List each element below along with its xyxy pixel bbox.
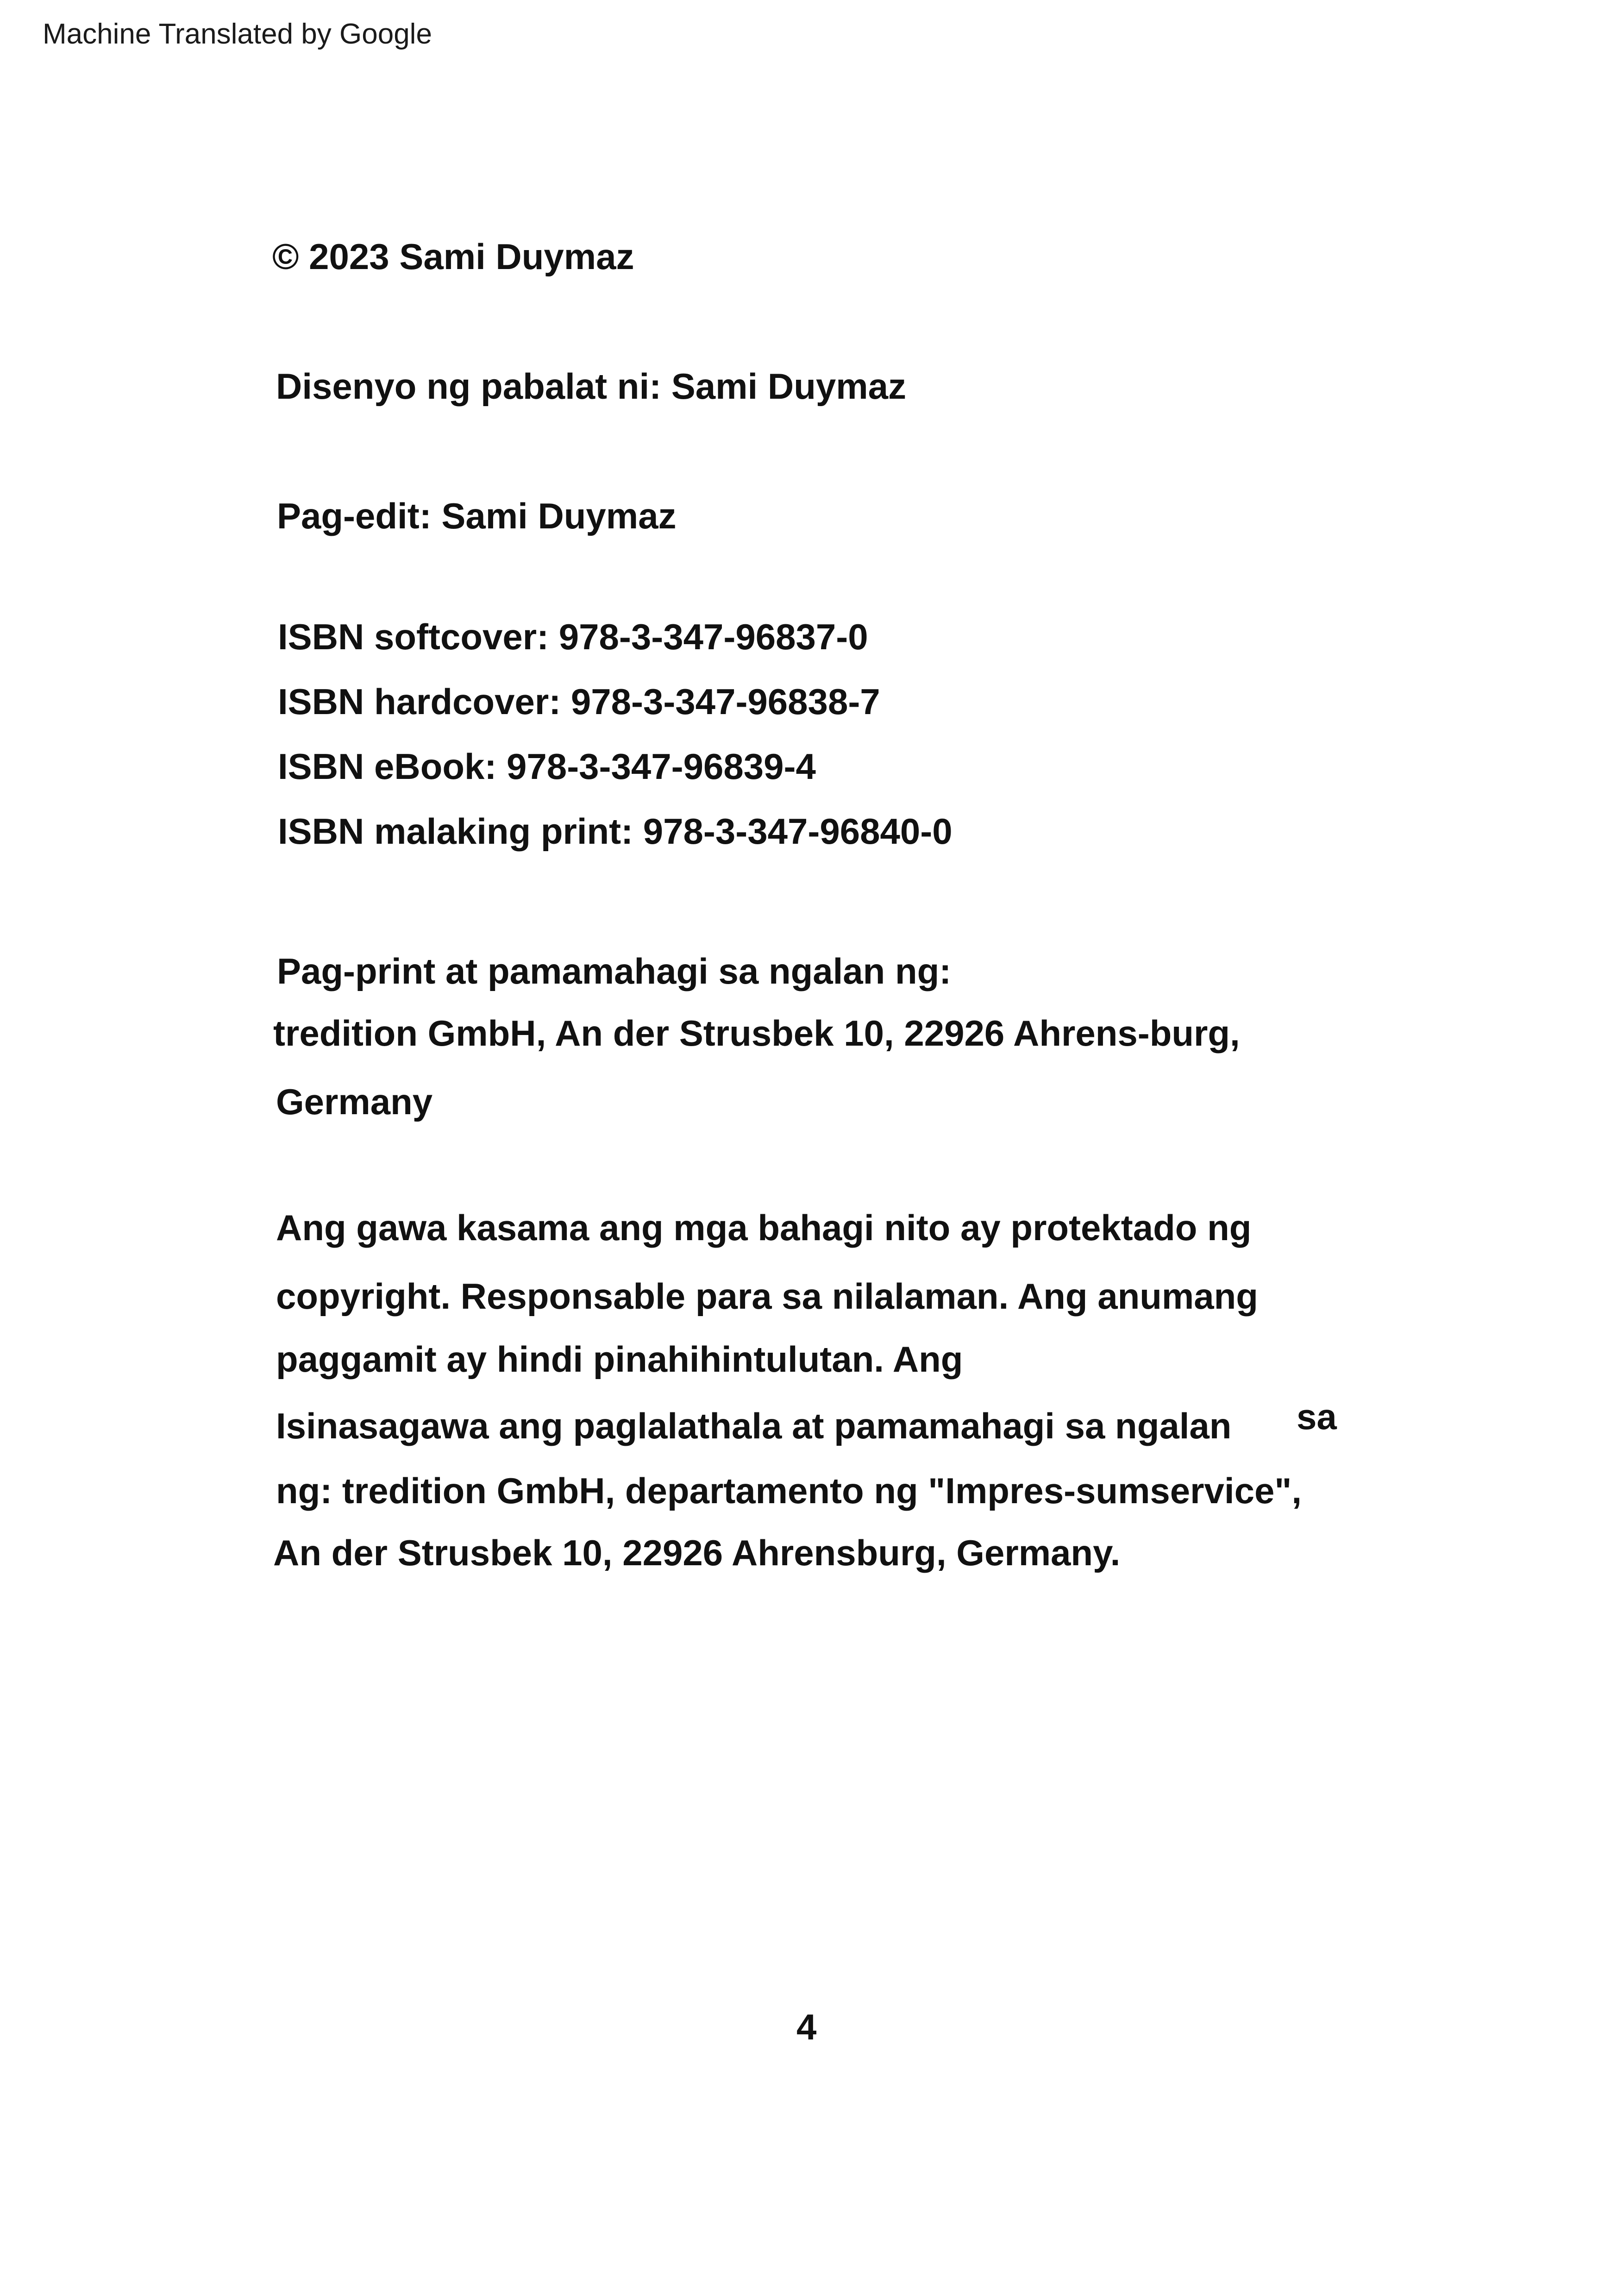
page-number: 4	[796, 2007, 817, 2047]
rights-line-3: paggamit ay hindi pinahihintulutan. Ang	[276, 1339, 963, 1380]
machine-translation-banner: Machine Translated by Google	[43, 18, 432, 50]
isbn-softcover: ISBN softcover: 978-3-347-96837-0	[278, 616, 868, 657]
editing-credit: Pag-edit: Sami Duymaz	[277, 496, 677, 536]
rights-line-4-extra: sa	[1297, 1396, 1337, 1437]
printing-country-line: Germany	[276, 1081, 433, 1122]
isbn-hardcover: ISBN hardcover: 978-3-347-96838-7	[278, 681, 880, 722]
copyright-line: © 2023 Sami Duymaz	[272, 236, 634, 277]
rights-line-2: copyright. Responsable para sa nilalaman. Ang anumang	[276, 1276, 1258, 1317]
rights-line-6: An der Strusbek 10, 22926 Ahrensburg, Germany.	[273, 1532, 1121, 1573]
rights-line-5: ng: tredition GmbH, departamento ng "Impres-sumservice",	[276, 1470, 1302, 1511]
isbn-ebook: ISBN eBook: 978-3-347-96839-4	[278, 746, 816, 787]
cover-design-credit: Disenyo ng pabalat ni: Sami Duymaz	[276, 366, 906, 407]
rights-line-4: Isinasagawa ang paglalathala at pamamahagi sa ngalan	[276, 1405, 1232, 1446]
isbn-large-print: ISBN malaking print: 978-3-347-96840-0	[278, 811, 953, 852]
rights-line-1: Ang gawa kasama ang mga bahagi nito ay protektado ng	[276, 1207, 1252, 1248]
printing-heading: Pag-print at pamamahagi sa ngalan ng:	[277, 951, 952, 991]
printing-address-line: tredition GmbH, An der Strusbek 10, 22926 Ahrens-burg,	[273, 1013, 1240, 1054]
